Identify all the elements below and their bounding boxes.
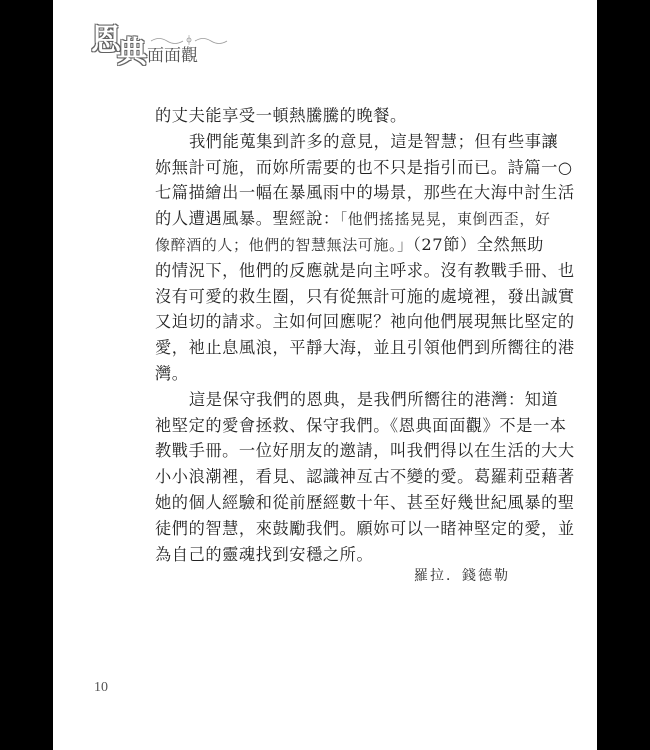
ornament-icon bbox=[149, 35, 229, 45]
header-title-char-1: 恩 bbox=[91, 23, 121, 58]
text-line: 小小浪潮裡，看見、認識神亙古不變的愛。葛羅莉亞藉著 bbox=[155, 467, 575, 487]
body-text bbox=[155, 103, 575, 567]
text-line: 的情況下，他們的反應就是向主呼求。沒有教戰手冊、也 bbox=[155, 260, 575, 280]
text-line: 又迫切的請求。主如何回應呢？祂向他們展現無比堅定的 bbox=[155, 312, 575, 332]
text-line: 這是保守我們的恩典，是我們所嚮往的港灣：知道 bbox=[189, 389, 559, 409]
text-line: 祂堅定的愛會拯救、保守我們。《恩典面面觀》不是一本 bbox=[155, 415, 567, 435]
text-line-with-quote bbox=[155, 232, 544, 258]
text-line: 灣。 bbox=[155, 363, 189, 383]
page-number: 10 bbox=[94, 680, 108, 695]
scripture-quote: 「他們搖搖晃晃，東倒西歪，好 bbox=[339, 210, 551, 229]
text-line: 我們能蒐集到許多的意見，這是智慧；但有些事讓 bbox=[189, 131, 559, 151]
text-line: 七篇描繪出一幅在暴風雨中的場景，那些在大海中討生活 bbox=[155, 183, 575, 203]
text-segment: （27節）全然無助 bbox=[412, 234, 544, 254]
text-line: 的丈夫能享受一頓熱騰騰的晚餐。 bbox=[155, 106, 407, 125]
header-title-char-2: 典 bbox=[117, 35, 147, 70]
text-line: 徒們的智慧，來鼓勵我們。願妳可以一睹神堅定的愛，並 bbox=[155, 518, 575, 538]
author-signature: 羅拉．錢德勒 bbox=[414, 568, 510, 584]
text-line-with-quote bbox=[155, 206, 551, 232]
text-line: 教戰手冊。一位好朋友的邀請，叫我們得以在生活的大大 bbox=[155, 441, 575, 461]
text-line: 愛，祂止息風浪，平靜大海，並且引領他們到所嚮往的港 bbox=[155, 338, 575, 358]
text-line: 妳無計可施，而妳所需要的也不只是指引而已。詩篇一○ bbox=[155, 157, 573, 177]
book-page bbox=[53, 0, 597, 750]
text-line: 沒有可愛的救生圈，只有從無計可施的處境裡，發出誠實 bbox=[155, 286, 575, 306]
text-line: 為自己的靈魂找到安穩之所。 bbox=[155, 544, 374, 564]
header-title-rest: 面面觀 bbox=[147, 46, 198, 66]
text-segment: 的人遭遇風暴。聖經說： bbox=[155, 209, 340, 229]
text-line: 她的個人經驗和從前歷經數十年、甚至好幾世紀風暴的聖 bbox=[155, 492, 575, 512]
running-header bbox=[91, 23, 231, 72]
scripture-quote: 像醉酒的人；他們的智慧無法可施。」 bbox=[155, 235, 413, 254]
